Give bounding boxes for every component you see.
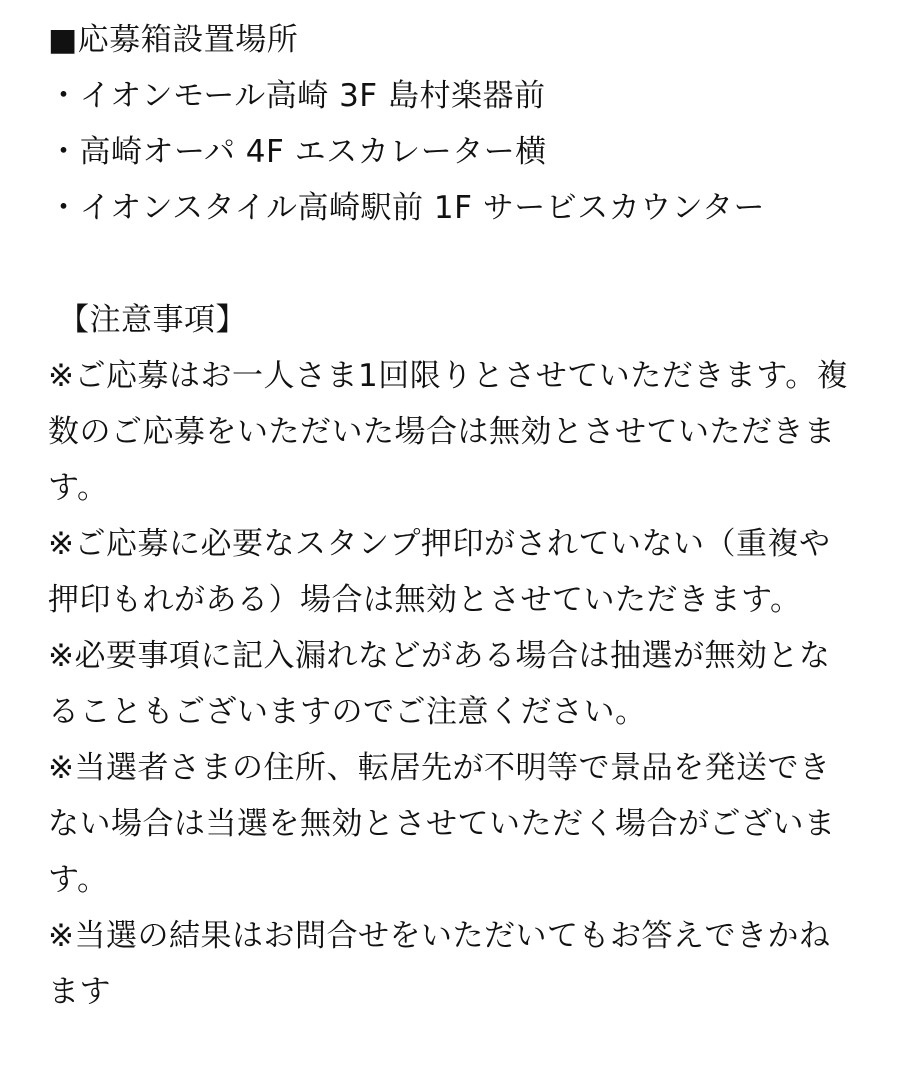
document-body xyxy=(48,12,858,1020)
note-item xyxy=(48,516,858,628)
location-item: ・イオンスタイル高崎駅前 1F サービスカウンター xyxy=(48,190,766,226)
note-item xyxy=(48,348,858,516)
note-item xyxy=(48,908,858,1020)
location-item: ・高崎オーパ 4F エスカレーター横 xyxy=(48,134,547,170)
note-line: ます xyxy=(48,974,111,1010)
locations-heading: ■応募箱設置場所 xyxy=(48,22,299,58)
note-item xyxy=(48,628,858,740)
note-line: す。 xyxy=(48,470,109,506)
note-line: ない場合は当選を無効とさせていただく場合がございま xyxy=(48,806,836,842)
note-line: ※当選の結果はお問合せをいただいてもお答えできかね xyxy=(48,918,831,954)
note-line: 押印もれがある）場合は無効とさせていただきます。 xyxy=(48,582,802,618)
notes-section xyxy=(48,292,858,1020)
note-line: 数のご応募をいただいた場合は無効とさせていただきま xyxy=(48,414,836,450)
note-line: ることもございますのでご注意ください。 xyxy=(48,694,647,730)
location-item: ・イオンモール高崎 3F 島村楽器前 xyxy=(48,78,546,114)
section-spacer xyxy=(48,236,858,292)
note-item xyxy=(48,740,858,908)
note-line: ※当選者さまの住所、転居先が不明等で景品を発送でき xyxy=(48,750,831,786)
note-line: す。 xyxy=(48,862,109,898)
locations-section xyxy=(48,12,858,236)
note-line: ※ご応募はお一人さま1回限りとさせていただきます。複 xyxy=(48,358,849,394)
note-line: ※必要事項に記入漏れなどがある場合は抽選が無効とな xyxy=(48,638,831,674)
note-line: ※ご応募に必要なスタンプ押印がされていない（重複や xyxy=(48,526,831,562)
notes-heading: 【注意事項】 xyxy=(58,302,247,338)
